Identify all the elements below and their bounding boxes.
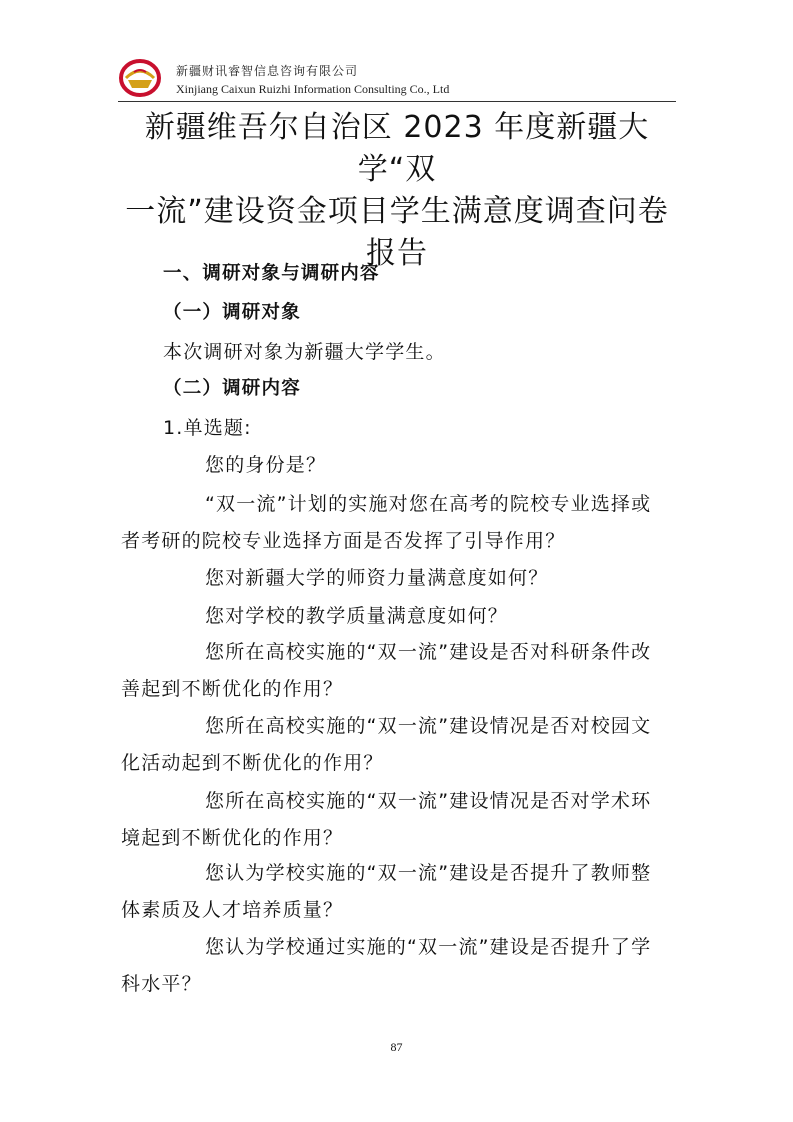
paragraph-text: 本次调研对象为新疆大学学生。: [163, 341, 446, 363]
question-item: 您的身份是？: [205, 454, 327, 476]
section-heading: 一、调研对象与调研内容: [163, 263, 380, 284]
question-item-continued: 体素质及人才培养质量？: [121, 899, 344, 921]
header-divider: [118, 101, 676, 102]
page-header: [118, 58, 676, 102]
company-logo-icon: [118, 58, 162, 98]
question-item: 您认为学校实施的“双一流”建设是否提升了教师整: [205, 862, 652, 884]
page-title: [118, 107, 676, 275]
question-item-continued: 者考研的院校专业选择方面是否发挥了引导作用？: [121, 530, 566, 552]
question-type-label: 1.单选题:: [163, 417, 252, 439]
question-item-continued: 境起到不断优化的作用？: [121, 827, 344, 849]
title-line-2: 一流”建设资金项目学生满意度调查问卷: [125, 194, 669, 229]
subsection-heading-2: （二）调研内容: [163, 378, 301, 399]
question-item: 您所在高校实施的“双一流”建设情况是否对校园文: [205, 715, 652, 737]
question-item: 您所在高校实施的“双一流”建设情况是否对学术环: [205, 790, 652, 812]
title-line-3: 报告: [366, 236, 428, 271]
question-item-continued: 科水平？: [121, 973, 202, 995]
question-item: 您对新疆大学的师资力量满意度如何？: [205, 567, 549, 589]
question-item-continued: 化活动起到不断优化的作用？: [121, 752, 384, 774]
page-number: 87: [390, 1040, 403, 1054]
question-item-continued: 善起到不断优化的作用？: [121, 678, 344, 700]
subsection-heading-1: （一）调研对象: [163, 302, 301, 323]
company-name-cn: 新疆财讯睿智信息咨询有限公司: [176, 64, 359, 78]
question-item: “双一流”计划的实施对您在高考的院校专业选择或: [205, 493, 652, 515]
question-item: 您认为学校通过实施的“双一流”建设是否提升了学: [205, 936, 652, 958]
title-line-1: 新疆维吾尔自治区 2023 年度新疆大学“双: [144, 110, 650, 187]
question-item: 您对学校的教学质量满意度如何？: [205, 605, 509, 627]
question-item: 您所在高校实施的“双一流”建设是否对科研条件改: [205, 641, 652, 663]
company-name-en: Xinjiang Caixun Ruizhi Information Consulting Co., Ltd: [176, 82, 450, 96]
